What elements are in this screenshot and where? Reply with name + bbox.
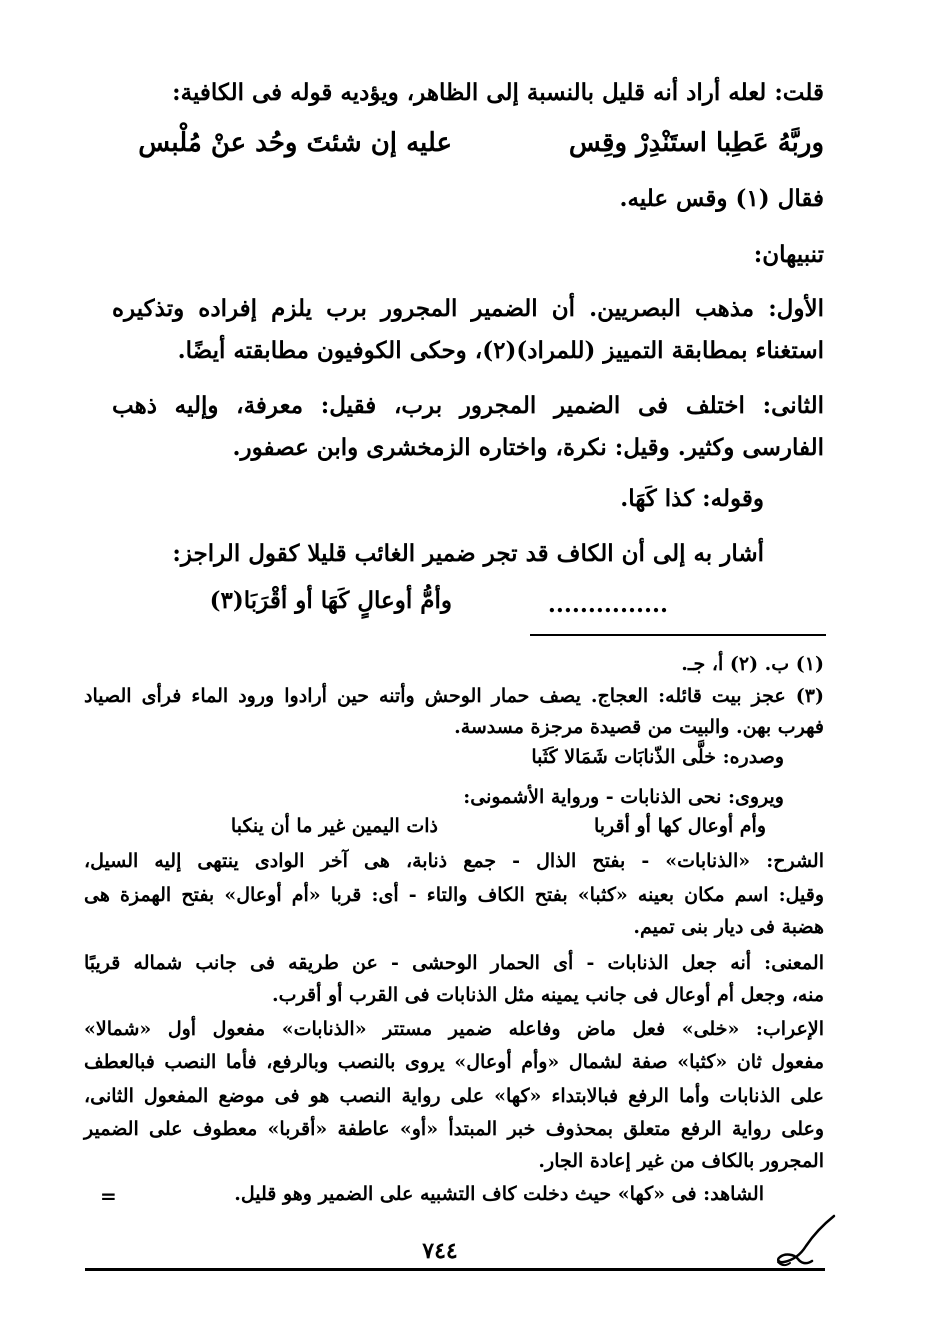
text-line-faqal: فقال (١) وقس عليه. [619,185,824,212]
page-number: ٧٤٤ [422,1238,458,1264]
paragraph-second-line1 [112,389,824,423]
irab-line1: الإعراب: «خلى» فعل ماض وفاعله ضمير مستتر «الذنابات» مفعول أول «شمالا» [84,1018,824,1040]
heading-tanbihan: تنبيهان: [753,241,824,268]
text-line-qult: قلت: لعله أراد أنه قليل بالنسبة إلى الظاهر، ويؤديه قوله فى الكافية: [172,79,824,106]
sharh-line2: وقيل: اسم مكان بعينه «كثبا» بفتح الكاف والتاء - أى: قربا «أم أوعال» بفتح الهمزة هى [84,884,824,906]
mana-line2: منه، وجعل أم أوعال فى جانب يمينه مثل الذنابات فى القرب أو أقرب. [272,984,824,1006]
footnote-3-verse-first: وأم أوعال كها أو أقربا [593,815,766,837]
irab-line2: مفعول ثان «كثبا» صفة لشمال «وأم أوعال» يروى بالنصب وبالرفع، فأما النصب فبالعطف [84,1051,824,1073]
shahid-line: الشاهد: فى «كها» حيث دخلت كاف التشبيه على الضمير وهو قليل. [234,1183,764,1205]
paragraph-first-line2: استغناء بمطابقة التمييز (للمراد)(٢)، وحكى الكوفيون مطابقته أيضًا. [177,337,824,364]
continuation-mark: = [100,1184,117,1208]
verse-2-first-hemistich-dots: ............... [547,591,668,618]
verse-1-second-hemistich: عليه إن شئتَ وحُد عنْ مُلْبس [138,128,452,158]
text-line-qawluhu: وقوله: كذا كَهَا. [620,485,764,512]
mana-line1: المعنى: أنه جعل الذنابات - أى الحمار الوحشى - عن طريقه فى جانب شماله قريبًا [84,952,824,974]
sharh-line3: هضبة فى ديار بنى تميم. [633,916,824,938]
footnote-3-line2: فهرب بهن. والبيت من قصيدة مرجزة مسدسة. [454,716,824,738]
paragraph-second-text: اختلف فى الضمير المجرور برب، فقيل: معرفة، وإليه ذهب [112,392,745,419]
footnote-3-line1: (٣) عجز بيت قائله: العجاج. يصف حمار الوحش وأتنه حين أرادوا ورود الماء فرأى الصياد [84,685,824,707]
irab-line4: وعلى رواية الرفع متعلق بمحذوف خبر المبتدأ «أو» عاطفة «أقربا» معطوف على الضمير [84,1118,824,1140]
footnote-3-line4: ويروى: نحى الذنابات - ورواية الأشمونى: [463,786,784,808]
signature-mark-icon [770,1210,840,1272]
footnote-separator [530,634,826,636]
footnote-3-verse-second: ذات اليمين غير ما أن ينكبا [230,815,438,837]
verse-2-second-hemistich: وأمُّ أوعالٍ كَهَا أو أقْرَبَا(٣) [209,587,452,614]
footnote-3-line3: وصدره: خلَّى الذّنابَات شَمَالا كَثَبا [531,746,784,768]
irab-line5: المجرور بالكاف من غير إعادة الجار. [538,1150,824,1172]
sharh-line1: الشرح: «الذنابات» - بفتح الذال - جمع ذنابة، هى آخر الوادى ينتهى إليه السيل، [84,850,824,872]
paragraph-first-line1 [112,292,824,326]
paragraph-second-line2: الفارسى وكثير. وقيل: نكرة، واختاره الزمخشرى وابن عصفور. [232,434,824,461]
label-second: الثانى: [762,392,824,419]
label-first: الأول: [768,295,825,322]
bottom-rule [85,1268,825,1271]
paragraph-first-text: مذهب البصريين. أن الضمير المجرور برب يلزم إفراده وتذكيره [112,295,755,322]
verse-1-first-hemistich: وربَّهُ عَطِبا استَنْدِرْ وقِس [568,128,824,158]
text-line-ashar: أشار به إلى أن الكاف قد تجر ضمير الغائب قليلا كقول الراجز: [172,540,764,567]
footnote-1-2: (١) ب. (٢) أ، جـ. [681,653,824,675]
irab-line3: على الذنابات وأما الرفع فبالابتداء «كها» على رواية النصب هو فى موضع المفعول الثانى، [84,1085,824,1107]
